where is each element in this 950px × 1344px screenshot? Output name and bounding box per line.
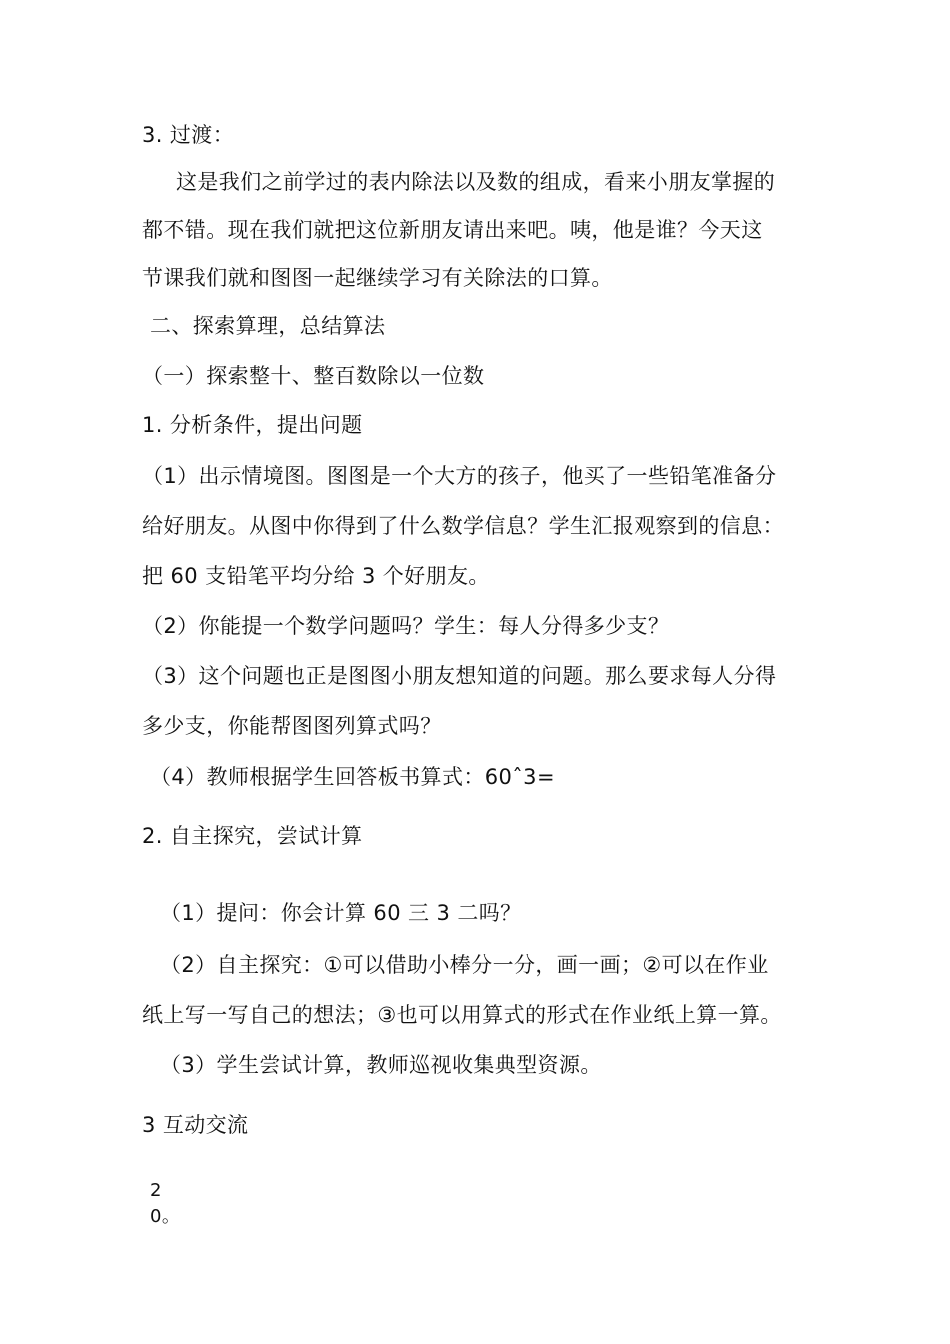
section-heading: 二、探索算理，总结算法	[150, 314, 386, 338]
step-heading: 1. 分析条件，提出问题	[142, 413, 363, 437]
fragment-text: 0。	[150, 1206, 181, 1227]
paragraph-line: （3）学生尝试计算，教师巡视收集典型资源。	[160, 1053, 602, 1077]
paragraph-line: （3）这个问题也正是图图小朋友想知道的问题。那么要求每人分得	[142, 664, 777, 688]
paragraph-line: （2）你能提一个数学问题吗？学生：每人分得多少支？	[142, 614, 670, 638]
paragraph-line: （1）提问：你会计算 60 三 3 二吗？	[160, 901, 522, 925]
paragraph-line: 节课我们就和图图一起继续学习有关除法的口算。	[142, 266, 613, 290]
paragraph-line: 给好朋友。从图中你得到了什么数学信息？学生汇报观察到的信息：	[142, 514, 784, 538]
paragraph-line: 纸上写一写自己的想法；③也可以用算式的形式在作业纸上算一算。	[142, 1003, 782, 1027]
step-heading: 3 互动交流	[142, 1113, 249, 1137]
paragraph-line: 多少支，你能帮图图列算式吗？	[142, 714, 442, 738]
section-heading-transition: 3. 过渡：	[142, 123, 235, 147]
paragraph-line: 都不错。现在我们就把这位新朋友请出来吧。咦，他是谁？今天这	[142, 218, 763, 242]
step-heading: 2. 自主探究，尝试计算	[142, 824, 363, 848]
paragraph-line: 把 60 支铅笔平均分给 3 个好朋友。	[142, 564, 490, 588]
paragraph-line: 这是我们之前学过的表内除法以及数的组成，看来小朋友掌握的	[176, 170, 776, 194]
paragraph-line: （4）教师根据学生回答板书算式：60ˆ3=	[150, 765, 555, 789]
subsection-heading: （一）探索整十、整百数除以一位数	[142, 364, 485, 388]
paragraph-line: （2）自主探究：①可以借助小棒分一分，画一画；②可以在作业	[160, 953, 769, 977]
paragraph-line: （1）出示情境图。图图是一个大方的孩子，他买了一些铅笔准备分	[142, 464, 777, 488]
fragment-text: 2	[150, 1180, 162, 1201]
